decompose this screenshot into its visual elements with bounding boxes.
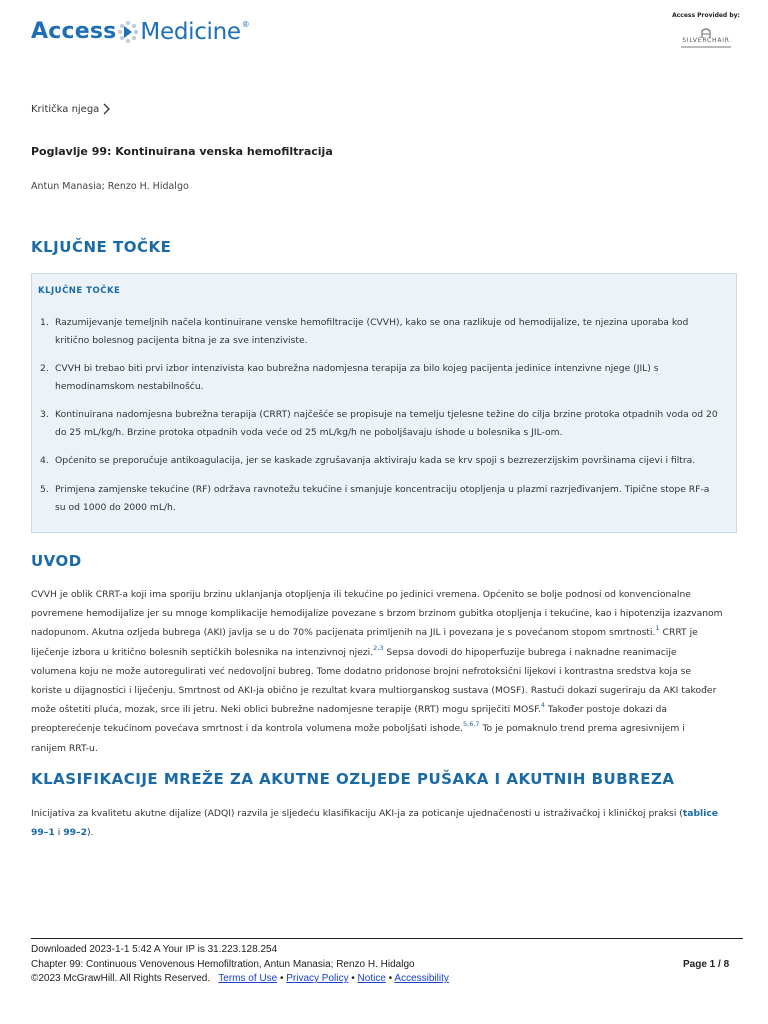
list-item-line: hemodinamskom nestabilnošću. bbox=[55, 380, 204, 392]
paragraph-line bbox=[31, 681, 741, 700]
paragraph-line bbox=[31, 700, 741, 719]
provided-by-label: Access Provided by: bbox=[672, 12, 740, 19]
list-item-number: 2. bbox=[40, 363, 49, 374]
text-run: CRRT je bbox=[659, 627, 698, 639]
table-link[interactable]: 99–2 bbox=[63, 827, 87, 839]
text-run: preopterećenje tekućinom povećava smrtnost i da kontrola volumena može poboljšati ishode. bbox=[31, 723, 464, 735]
link-separator: • bbox=[277, 973, 287, 984]
silverchair-logo-icon bbox=[699, 24, 713, 36]
text-run: Sepsa dovodi do hipoperfuzije bubrega i naknadne reanimacije bbox=[383, 646, 677, 658]
list-item-line: kritično bolesnog pacijenta bitna je za sve intenziviste. bbox=[55, 334, 308, 346]
logo-arrow-icon bbox=[117, 14, 139, 50]
text-run: nadopunom. Akutna ozljeda bubrega (AKI) javlja se u do 70% pacijenata primljenih na JIL i povezana je s povećanom stopom smrtnosti. bbox=[31, 627, 656, 639]
text-run: može oštetiti pluća, mozak, srce ili jetru. Neki oblici bubrežne nadomjesne terapije (RRT) mogu spriječiti MOSF. bbox=[31, 704, 541, 716]
logo-medicine-text: Medicine bbox=[140, 19, 241, 45]
list-item-number: 1. bbox=[40, 317, 49, 328]
classification-heading: KLASIFIKACIJE MREŽE ZA AKUTNE OZLJEDE PUŠAKA I AKUTNIH BUBREZA bbox=[31, 770, 675, 788]
text-run: i bbox=[54, 827, 64, 839]
paragraph-line bbox=[31, 585, 741, 604]
paragraph-line bbox=[31, 823, 741, 842]
key-points-box-title: KLJUČNE TOČKE bbox=[38, 286, 121, 296]
access-provided-by bbox=[666, 12, 746, 48]
footer-links-row bbox=[31, 973, 449, 984]
paragraph-line bbox=[31, 623, 741, 642]
paragraph-line bbox=[31, 604, 741, 623]
citation-link[interactable]: 4 bbox=[540, 701, 545, 710]
footer-download-info: Downloaded 2023-1-1 5:42 A Your IP is 31.223.128.254 bbox=[31, 944, 278, 955]
text-run: ). bbox=[86, 827, 94, 839]
breadcrumb-item[interactable]: Kritička njega bbox=[31, 103, 100, 115]
list-item-line: CVVH bi trebao biti prvi izbor intenzivista kao bubrežna nadomjesna terapija za bilo kojeg pacijenta jedinice intenzivne njege (JIL) s bbox=[55, 363, 659, 374]
list-item bbox=[32, 452, 703, 470]
access-medicine-logo[interactable] bbox=[31, 14, 250, 50]
list-item bbox=[32, 481, 717, 516]
footer-chapter-info: Chapter 99: Continuous Venovenous Hemofiltration, Antun Manasia; Renzo H. Hidalgo bbox=[31, 959, 415, 970]
provider-divider bbox=[681, 46, 731, 48]
terms-of-use-link[interactable]: Terms of Use bbox=[218, 973, 278, 984]
table-link[interactable]: 99–1 bbox=[31, 827, 55, 839]
list-item-number: 3. bbox=[40, 409, 49, 420]
page-number: Page 1 / 8 bbox=[683, 959, 730, 970]
notice-link[interactable]: Notice bbox=[357, 973, 386, 984]
provider-name: SILVERCHAIR bbox=[682, 37, 730, 44]
footer-divider bbox=[31, 938, 743, 939]
list-item bbox=[32, 406, 726, 441]
paragraph-line bbox=[31, 719, 741, 738]
list-item-number: 4. bbox=[40, 455, 49, 466]
copyright-text: ©2023 McGrawHill. All Rights Reserved. bbox=[31, 973, 211, 984]
citation-link[interactable]: 5,6,7 bbox=[463, 720, 480, 729]
paragraph-line bbox=[31, 739, 741, 758]
list-item-number: 5. bbox=[40, 484, 49, 495]
text-run: koriste u dijagnostici i liječenju. Smrtnost od AKI-ja obično je rezultat kvara multiorganskog sustava (MOSF). Rastući dokazi sugeriraju da AKI također bbox=[31, 685, 717, 697]
text-run: CVVH je oblik CRRT-a koji ima sporiju brzinu uklanjanja otopljenja ili tekućine po jedinici vremena. Općenito se bolje podnosi od konvencionalne bbox=[31, 589, 691, 600]
paragraph-line bbox=[31, 662, 741, 681]
breadcrumb[interactable] bbox=[31, 103, 111, 115]
site-header bbox=[0, 0, 768, 70]
list-item-line: su od 1000 do 2000 mL/h. bbox=[55, 501, 176, 513]
list-item-line: Općenito se preporučuje antikoagulacija, jer se kaskade zgrušavanja aktiviraju kada se krv spoji s bezrezerzijskim površinama cijevi i filtra. bbox=[55, 455, 696, 466]
text-run: Također postoje dokazi da bbox=[544, 704, 668, 716]
link-separator: • bbox=[385, 973, 395, 984]
text-run: povremene hemodijalize jer su mnoge komplikacije hemodijalize povezane s brzom brzinom gubitka otopljenja i tekućine, kao i hipotenzija izazvanom bbox=[31, 608, 723, 620]
logo-access-text: Access bbox=[31, 19, 117, 44]
list-item bbox=[32, 314, 696, 349]
text-run: liječenje izbora u kritično bolesnih septičkih bolesnika na intenzivnoj njezi. bbox=[31, 646, 374, 658]
list-item-line: Kontinuirana nadomjesna bubrežna terapija (CRRT) najčešće se propisuje na temelju tjelesne težine do cilja brzine protoka otpadnih voda od 20 bbox=[55, 409, 718, 420]
chapter-title: Poglavlje 99: Kontinuirana venska hemofiltracija bbox=[31, 145, 333, 158]
text-run: volumena koju ne može autoregulirati već nedovoljni bubreg. Tome dodatno pridonose brojni nefrotoksični lijekovi i kontrastna sredstva koja se bbox=[31, 665, 692, 677]
text-run: To je pomaknulo trend prema agresivnijem i bbox=[479, 723, 685, 735]
classification-paragraph bbox=[31, 804, 741, 842]
list-item-line: Primjena zamjenske tekućine (RF) održava ravnotežu tekućine i smanjuje koncentraciju otopljenja u plazmi razrjeđivanjem. Tipične stope RF-a bbox=[55, 484, 710, 495]
list-item-line: Razumijevanje temeljnih načela kontinuirane venske hemofiltracije (CVVH), kako se ona razlikuje od hemodijalize, te njezina uporaba kod bbox=[55, 317, 689, 328]
intro-paragraph bbox=[31, 585, 741, 758]
list-item-line: do 25 mL/kg/h. Brzine protoka otpadnih voda veće od 25 mL/kg/h ne poboljšavaju ishode u bolesnika s JIL-om. bbox=[55, 426, 563, 438]
table-link[interactable]: tablice bbox=[682, 808, 719, 819]
paragraph-line bbox=[31, 804, 741, 823]
key-points-heading: KLJUČNE TOČKE bbox=[31, 238, 172, 256]
intro-heading: UVOD bbox=[31, 552, 82, 570]
link-separator: • bbox=[348, 973, 358, 984]
text-run: ranijem RRT-u. bbox=[31, 742, 98, 754]
list-item bbox=[32, 360, 667, 395]
citation-link[interactable]: 1 bbox=[655, 624, 660, 633]
accessibility-link[interactable]: Accessibility bbox=[394, 973, 449, 984]
chevron-right-icon bbox=[102, 103, 111, 115]
key-points-box bbox=[31, 273, 737, 533]
text-run: Inicijativa za kvalitetu akutne dijalize (ADQI) razvila je sljedeću klasifikaciju AKI-ja za poticanje ujednačenosti u istraživačkoj i kliničkoj praksi ( bbox=[31, 808, 683, 819]
privacy-policy-link[interactable]: Privacy Policy bbox=[286, 973, 349, 984]
citation-link[interactable]: 2,3 bbox=[373, 643, 384, 652]
registered-mark: ® bbox=[241, 20, 250, 29]
paragraph-line bbox=[31, 643, 741, 662]
authors: Antun Manasia; Renzo H. Hidalgo bbox=[31, 181, 189, 192]
